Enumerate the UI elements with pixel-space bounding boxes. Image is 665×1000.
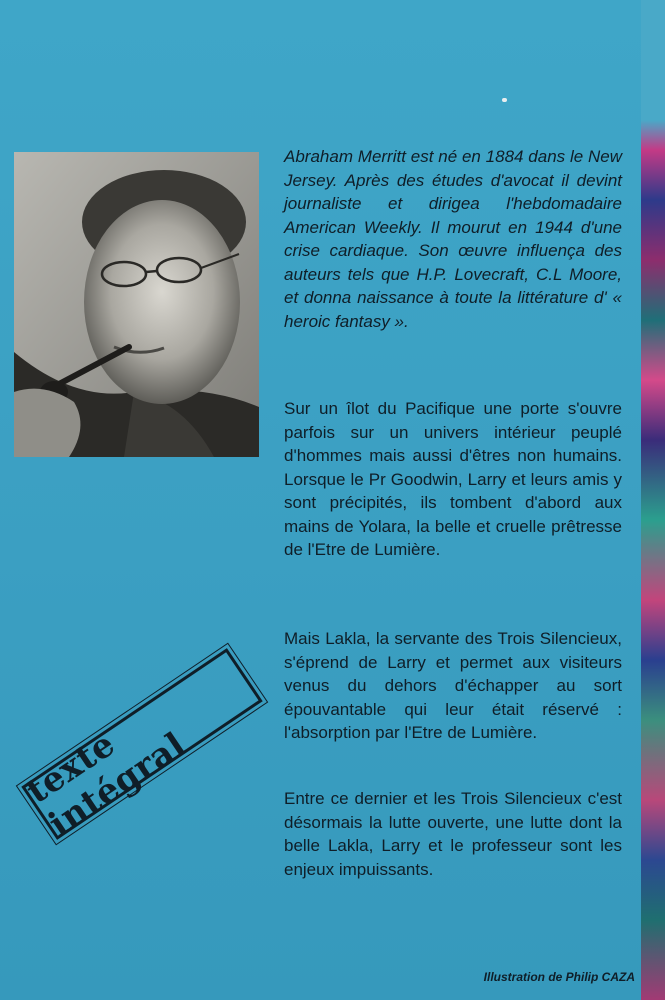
author-portrait-photo (14, 152, 259, 457)
synopsis-paragraph-3: Entre ce dernier et les Trois Silencieux c'est désormais la lutte ouverte, une lutte dont la belle Lakla, Larry et le professeur sont les enjeux impuissants. (284, 789, 622, 879)
stamp-label: texte intégral (21, 648, 262, 840)
synopsis-paragraph-2: Mais Lakla, la servante des Trois Silencieux, s'éprend de Larry et permet aux visiteurs venus du dehors d'échapper au sort épouvantable qui leur était réservé : l'absorption par l'Etre de Lumière. (284, 629, 622, 742)
author-biography: Abraham Merritt est né en 1884 dans le New Jersey. Après des études d'avocat il devint journaliste et dirigea l'hebdomadaire American Weekly. Il mourut en 1944 d'une crise cardiaque. Son œuvre influença des auteurs tels que H.P. Lovecraft, C.L Moore, et donna naissance à toute la littérature d' « heroic fantasy ». (284, 147, 622, 331)
print-speck (502, 98, 507, 102)
synopsis-paragraph-1: Sur un îlot du Pacifique une porte s'ouvre parfois sur un univers intérieur peuplé d'hommes mais aussi d'êtres non humains. Lorsque le Pr Goodwin, Larry et leurs amis y sont précipités, ils tombent d'abord aux mains de Yolara, la belle et cruelle prêtresse de l'Etre de Lumière. (284, 399, 622, 559)
illustration-credit: Illustration de Philip CAZA (483, 970, 635, 984)
cover-art-edge-strip (641, 0, 665, 1000)
author-portrait-image (14, 152, 259, 457)
